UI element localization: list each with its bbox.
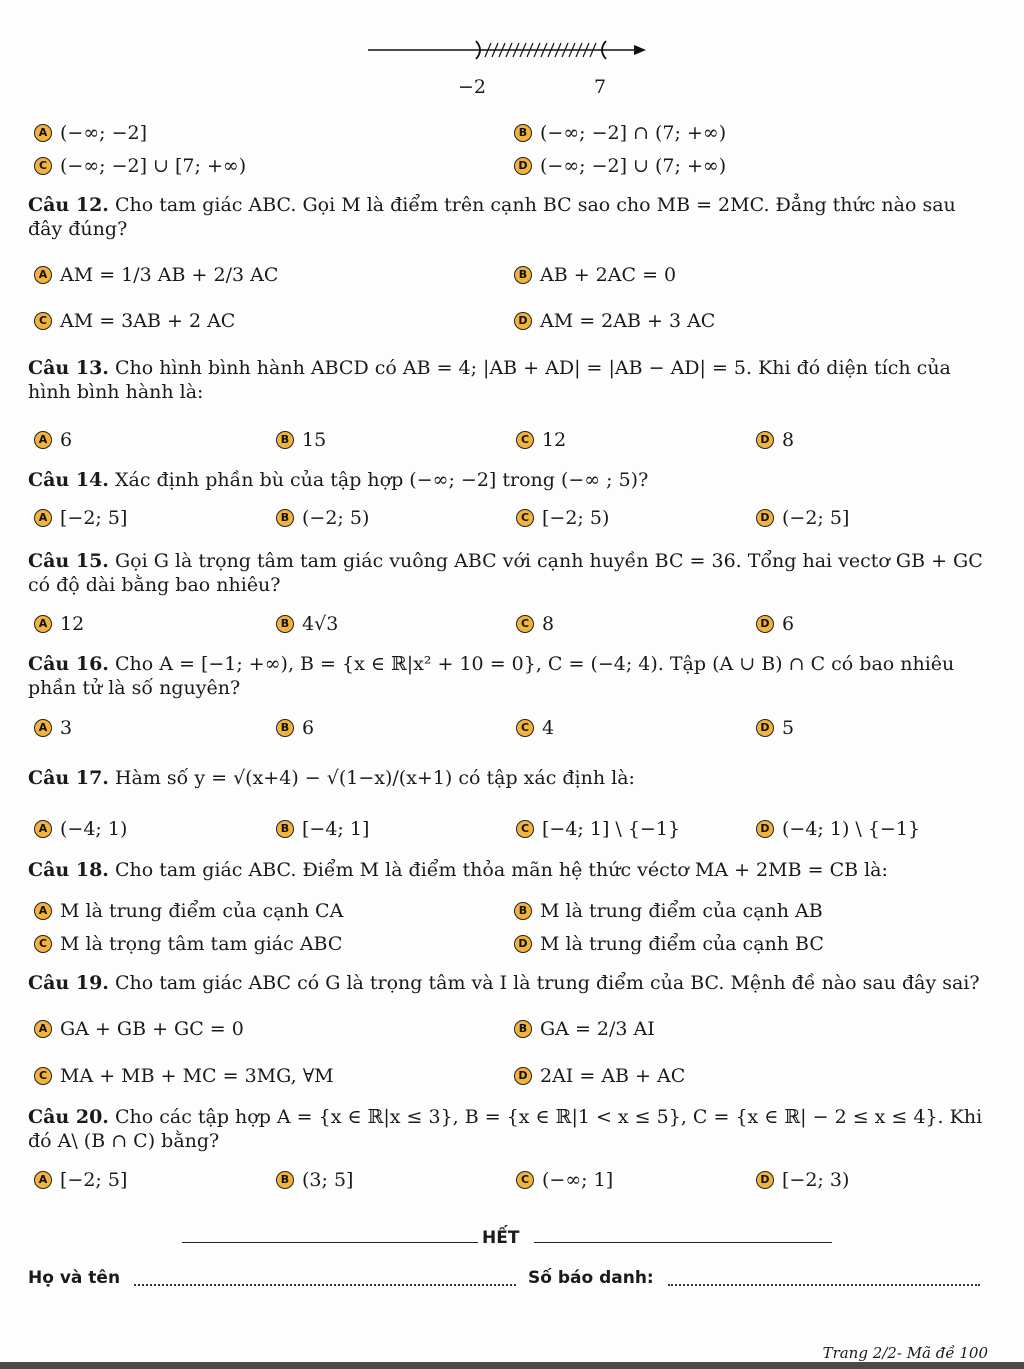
question-number: Câu 16.: [28, 653, 109, 675]
option-text: [−4; 1] \ {−1}: [542, 818, 681, 840]
number-line-arrowhead: [634, 45, 646, 55]
option-c-bubble: C: [516, 509, 534, 527]
q12-option-a[interactable]: [34, 262, 278, 288]
number-line-label-left: −2: [458, 76, 487, 98]
q14-stem: [28, 468, 988, 492]
q20-option-b[interactable]: [276, 1167, 353, 1193]
q15-stem: [28, 549, 988, 597]
q16-option-a[interactable]: [34, 715, 72, 741]
option-c-bubble: C: [516, 820, 534, 838]
option-b-bubble: B: [276, 1171, 294, 1189]
q14-option-c[interactable]: [516, 505, 609, 531]
option-d-bubble: D: [514, 312, 532, 330]
option-a-bubble: A: [34, 266, 52, 284]
option-text: 8: [542, 613, 555, 635]
option-d-bubble: D: [514, 1067, 532, 1085]
option-text: 12: [60, 613, 85, 635]
q11-option-b[interactable]: [514, 120, 726, 146]
q12-stem: [28, 193, 988, 241]
option-a-bubble: A: [34, 902, 52, 920]
number-line-label-right: 7: [594, 76, 607, 98]
option-c-bubble: C: [34, 1067, 52, 1085]
option-text: AM = 3AB + 2 AC: [60, 310, 236, 332]
option-text: (−2; 5]: [782, 507, 850, 529]
q13-option-c[interactable]: [516, 427, 566, 453]
q14-option-a[interactable]: [34, 505, 127, 531]
q12-option-b[interactable]: [514, 262, 676, 288]
option-d-bubble: D: [756, 1171, 774, 1189]
option-b-bubble: B: [276, 719, 294, 737]
option-text: M là trung điểm của cạnh BC: [540, 933, 824, 955]
option-text: AM = 1/3 AB + 2/3 AC: [60, 264, 279, 286]
option-text: M là trung điểm của cạnh AB: [540, 900, 823, 922]
q13-option-a[interactable]: [34, 427, 72, 453]
q13-option-b[interactable]: [276, 427, 326, 453]
option-text: 15: [302, 429, 327, 451]
number-line-figure: [360, 30, 660, 70]
option-a-bubble: A: [34, 1171, 52, 1189]
option-text: (−∞; −2] ∩ (7; +∞): [540, 122, 727, 144]
option-text: AM = 2AB + 3 AC: [540, 310, 716, 332]
option-a-bubble: A: [34, 719, 52, 737]
option-c-bubble: C: [516, 431, 534, 449]
option-text: [−2; 5]: [60, 507, 128, 529]
end-rule-right: [534, 1242, 832, 1243]
option-a-bubble: A: [34, 1020, 52, 1038]
option-c-bubble: C: [516, 615, 534, 633]
option-text: GA + GB + GC = 0: [60, 1018, 244, 1040]
q19-option-d[interactable]: [514, 1063, 685, 1089]
option-text: AB + 2AC = 0: [540, 264, 677, 286]
option-text: (−∞; −2] ∪ [7; +∞): [60, 155, 247, 177]
option-a-bubble: A: [34, 615, 52, 633]
option-b-bubble: B: [514, 1020, 532, 1038]
question-number: Câu 18.: [28, 859, 109, 881]
option-text: 5: [782, 717, 795, 739]
q18-option-d[interactable]: [514, 931, 824, 957]
question-text: Cho hình bình hành ABCD có AB = 4; |AB + AD| = |AB − AD| = 5. Khi đó diện tích của hình bình hành là:: [28, 357, 951, 403]
q19-option-c[interactable]: [34, 1063, 334, 1089]
q20-option-a[interactable]: [34, 1167, 127, 1193]
q17-option-b[interactable]: [276, 816, 369, 842]
q17-option-c[interactable]: [516, 816, 680, 842]
q14-option-b[interactable]: [276, 505, 369, 531]
name-label: Họ và tên: [28, 1268, 121, 1288]
option-a-bubble: A: [34, 509, 52, 527]
option-c-bubble: C: [34, 157, 52, 175]
option-b-bubble: B: [514, 902, 532, 920]
q14-option-d[interactable]: [756, 505, 849, 531]
q17-option-a[interactable]: [34, 816, 127, 842]
page-number: Trang 2/2- Mã đề 100: [822, 1344, 988, 1362]
question-text: Cho tam giác ABC có G là trọng tâm và I là trung điểm của BC. Mệnh đề nào sau đây sai?: [114, 972, 980, 994]
end-rule-left: [182, 1242, 478, 1243]
option-text: 6: [782, 613, 795, 635]
option-text: 8: [782, 429, 795, 451]
option-text: 12: [542, 429, 567, 451]
option-b-bubble: B: [276, 820, 294, 838]
option-d-bubble: D: [514, 935, 532, 953]
q16-stem: [28, 652, 988, 700]
option-text: 6: [60, 429, 73, 451]
end-marker: HẾT: [482, 1228, 520, 1248]
option-text: (−∞; −2] ∪ (7; +∞): [540, 155, 727, 177]
option-c-bubble: C: [516, 1171, 534, 1189]
q20-option-c[interactable]: [516, 1167, 613, 1193]
bottom-bar: [0, 1362, 1024, 1369]
option-text: (−∞; 1]: [542, 1169, 614, 1191]
option-b-bubble: B: [276, 431, 294, 449]
question-text: Cho tam giác ABC. Điểm M là điểm thỏa mãn hệ thức véctơ MA + 2MB = CB là:: [114, 859, 888, 881]
option-text: GA = 2/3 AI: [540, 1018, 655, 1040]
question-number: Câu 13.: [28, 357, 109, 379]
q12-option-d[interactable]: [514, 308, 715, 334]
option-text: M là trung điểm của cạnh CA: [60, 900, 344, 922]
q16-option-d[interactable]: [756, 715, 794, 741]
q19-option-b[interactable]: [514, 1016, 655, 1042]
q13-option-d[interactable]: [756, 427, 794, 453]
q17-stem: [28, 766, 988, 790]
q15-option-a[interactable]: [34, 611, 84, 637]
option-text: [−2; 5]: [60, 1169, 128, 1191]
option-d-bubble: D: [756, 509, 774, 527]
option-text: 2AI = AB + AC: [540, 1065, 686, 1087]
option-b-bubble: B: [276, 615, 294, 633]
option-b-bubble: B: [514, 266, 532, 284]
option-text: (−∞; −2]: [60, 122, 148, 144]
option-text: [−4; 1]: [302, 818, 370, 840]
option-c-bubble: C: [34, 935, 52, 953]
sbd-field[interactable]: [668, 1284, 980, 1286]
option-d-bubble: D: [756, 820, 774, 838]
q19-stem: [28, 971, 988, 995]
q18-option-c[interactable]: [34, 931, 342, 957]
option-text: (−4; 1): [60, 818, 128, 840]
q13-stem: [28, 356, 988, 404]
option-text: [−2; 5): [542, 507, 610, 529]
option-d-bubble: D: [756, 431, 774, 449]
question-text: Xác định phần bù của tập hợp (−∞; −2] trong (−∞ ; 5)?: [114, 469, 649, 491]
q15-option-d[interactable]: [756, 611, 794, 637]
q11-option-c[interactable]: [34, 153, 246, 179]
q20-stem: [28, 1105, 988, 1153]
option-a-bubble: A: [34, 124, 52, 142]
option-text: (3; 5]: [302, 1169, 354, 1191]
question-number: Câu 17.: [28, 767, 109, 789]
q18-option-a[interactable]: [34, 898, 343, 924]
option-text: (−4; 1) \ {−1}: [782, 818, 921, 840]
q16-option-b[interactable]: [276, 715, 314, 741]
question-text: Gọi G là trọng tâm tam giác vuông ABC với cạnh huyền BC = 36. Tổng hai vectơ GB + GC có độ dài bằng bao nhiêu?: [28, 550, 983, 596]
question-text: Cho tam giác ABC. Gọi M là điểm trên cạnh BC sao cho MB = 2MC. Đẳng thức nào sau đây đúng?: [28, 194, 956, 240]
option-c-bubble: C: [34, 312, 52, 330]
option-text: MA + MB + MC = 3MG, ∀M: [60, 1065, 334, 1087]
question-number: Câu 12.: [28, 194, 109, 216]
question-text: Cho A = [−1; +∞), B = {x ∈ ℝ|x² + 10 = 0}, C = (−4; 4). Tập (A ∪ B) ∩ C có bao nhiêu phần tử là số nguyên?: [28, 653, 955, 699]
question-number: Câu 19.: [28, 972, 109, 994]
option-d-bubble: D: [514, 157, 532, 175]
q19-option-a[interactable]: [34, 1016, 244, 1042]
q18-option-b[interactable]: [514, 898, 823, 924]
question-text: Cho các tập hợp A = {x ∈ ℝ|x ≤ 3}, B = {x ∈ ℝ|1 < x ≤ 5}, C = {x ∈ ℝ| − 2 ≤ x ≤ 4}. Khi đó A\ (B ∩ C) bằng?: [28, 1106, 983, 1152]
option-d-bubble: D: [756, 719, 774, 737]
option-text: (−2; 5): [302, 507, 370, 529]
question-number: Câu 20.: [28, 1106, 109, 1128]
option-text: 4√3: [302, 613, 339, 635]
sbd-label: Số báo danh:: [528, 1268, 654, 1288]
option-text: 6: [302, 717, 315, 739]
q16-option-c[interactable]: [516, 715, 554, 741]
q15-option-b[interactable]: [276, 611, 338, 637]
q11-option-d[interactable]: [514, 153, 726, 179]
option-text: M là trọng tâm tam giác ABC: [60, 933, 343, 955]
question-text: Hàm số y = √(x+4) − √(1−x)/(x+1) có tập xác định là:: [114, 767, 635, 789]
name-field[interactable]: [134, 1284, 516, 1286]
option-text: 3: [60, 717, 73, 739]
question-number: Câu 15.: [28, 550, 109, 572]
option-a-bubble: A: [34, 431, 52, 449]
q12-option-c[interactable]: [34, 308, 235, 334]
q11-option-a[interactable]: [34, 120, 147, 146]
option-text: [−2; 3): [782, 1169, 850, 1191]
option-b-bubble: B: [514, 124, 532, 142]
option-c-bubble: C: [516, 719, 534, 737]
option-a-bubble: A: [34, 820, 52, 838]
q17-option-d[interactable]: [756, 816, 920, 842]
q15-option-c[interactable]: [516, 611, 554, 637]
option-d-bubble: D: [756, 615, 774, 633]
q18-stem: [28, 858, 988, 882]
q20-option-d[interactable]: [756, 1167, 849, 1193]
option-text: 4: [542, 717, 555, 739]
option-b-bubble: B: [276, 509, 294, 527]
question-number: Câu 14.: [28, 469, 109, 491]
